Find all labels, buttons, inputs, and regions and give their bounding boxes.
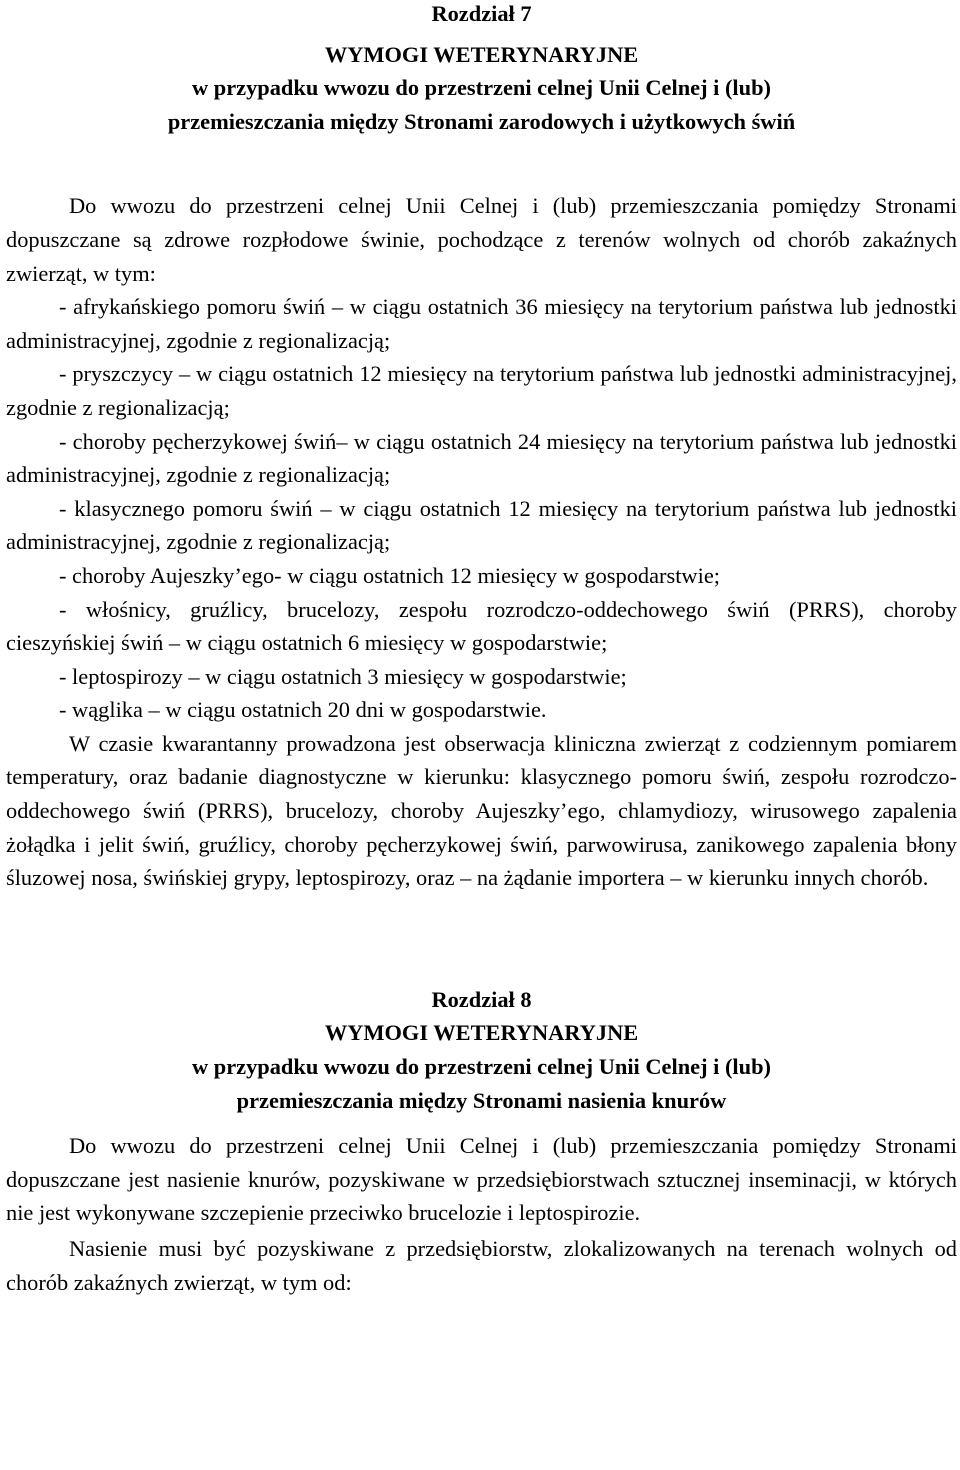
list-item: - klasycznego pomoru świń – w ciągu ostatnich 12 miesięcy na terytorium państwa lub jednostki administracyjnej, zgodnie z regionalizacją;	[6, 495, 957, 555]
chapter-7-title-line-3: przemieszczania między Stronami zarodowych i użytkowych świń	[167, 108, 796, 134]
chapter-7-quarantine-paragraph: W czasie kwarantanny prowadzona jest obserwacja kliniczna zwierząt z codziennym pomiarem temperatury, oraz badanie diagnostyczne w kierunku: klasycznego pomoru świń, zespołu rozrodczo-oddechowego świń (PRRS), brucelozy, choroby Aujeszky’ego, chlamydiozy, wirusowego zapalenia żołądka i jelit świń, gruźlicy, choroby pęcherzykowej świń, parwowirusa, zanikowego zapalenia błony śluzowej nosa, świńskiej grypy, leptospirozy, oraz – na żądanie importera – w kierunku innych chorób.	[6, 730, 957, 891]
chapter-7-title-line-1: WYMOGI WETERYNARYJNE	[324, 41, 639, 67]
list-item: - pryszczycy – w ciągu ostatnich 12 miesięcy na terytorium państwa lub jednostki administracyjnej, zgodnie z regionalizacją;	[6, 361, 957, 420]
list-item: - wąglika – w ciągu ostatnich 20 dni w gospodarstwie.	[59, 697, 547, 723]
chapter-7-heading	[6, 0, 957, 138]
chapter-8-number: Rozdział 8	[431, 986, 532, 1012]
chapter-7-intro-paragraph: Do wwozu do przestrzeni celnej Unii Celnej i (lub) przemieszczania pomiędzy Stronami dopuszczane są zdrowe rozpłodowe świnie, pochodzące z terenów wolnych od chorób zakaźnych zwierząt, w tym:	[6, 193, 957, 286]
chapter-8-heading	[6, 983, 957, 1117]
list-item: - afrykańskiego pomoru świń – w ciągu ostatnich 36 miesięcy na terytorium państwa lub jednostki administracyjnej, zgodnie z regionalizacją;	[6, 294, 957, 353]
document-page	[6, 0, 957, 1299]
chapter-7-disease-list	[6, 290, 957, 727]
chapter-8-title-line-1: WYMOGI WETERYNARYJNE	[324, 1020, 639, 1046]
chapter-7-number: Rozdział 7	[431, 1, 532, 26]
list-item: - leptospirozy – w ciągu ostatnich 3 miesięcy w gospodarstwie;	[59, 663, 627, 689]
chapter-8-semen-paragraph: Nasienie musi być pozyskiwane z przedsiębiorstw, zlokalizowanych na terenach wolnych od chorób zakaźnych zwierząt, w tym od:	[6, 1236, 957, 1295]
list-item: - choroby Aujeszky’ego- w ciągu ostatnich 12 miesięcy w gospodarstwie;	[59, 562, 720, 588]
chapter-8-title-line-2: w przypadku wwozu do przestrzeni celnej Unii Celnej i (lub)	[191, 1054, 772, 1080]
list-item: - włośnicy, gruźlicy, brucelozy, zespołu rozrodczo-oddechowego świń (PRRS), choroby cieszyńskiej świń – w ciągu ostatnich 6 miesięcy w gospodarstwie;	[6, 596, 957, 656]
chapter-8-intro-paragraph: Do wwozu do przestrzeni celnej Unii Celnej i (lub) przemieszczania pomiędzy Stronami dopuszczane jest nasienie knurów, pozyskiwane w przedsiębiorstwach sztucznej inseminacji, w których nie jest wykonywane szczepienie przeciwko brucelozie i leptospirozie.	[6, 1133, 957, 1226]
chapter-7-title-line-2: w przypadku wwozu do przestrzeni celnej Unii Celnej i (lub)	[191, 75, 772, 101]
list-item: - choroby pęcherzykowej świń– w ciągu ostatnich 24 miesięcy na terytorium państwa lub jednostki administracyjnej, zgodnie z regionalizacją;	[6, 428, 957, 488]
chapter-8-title-line-3: przemieszczania między Stronami nasienia knurów	[236, 1087, 727, 1113]
